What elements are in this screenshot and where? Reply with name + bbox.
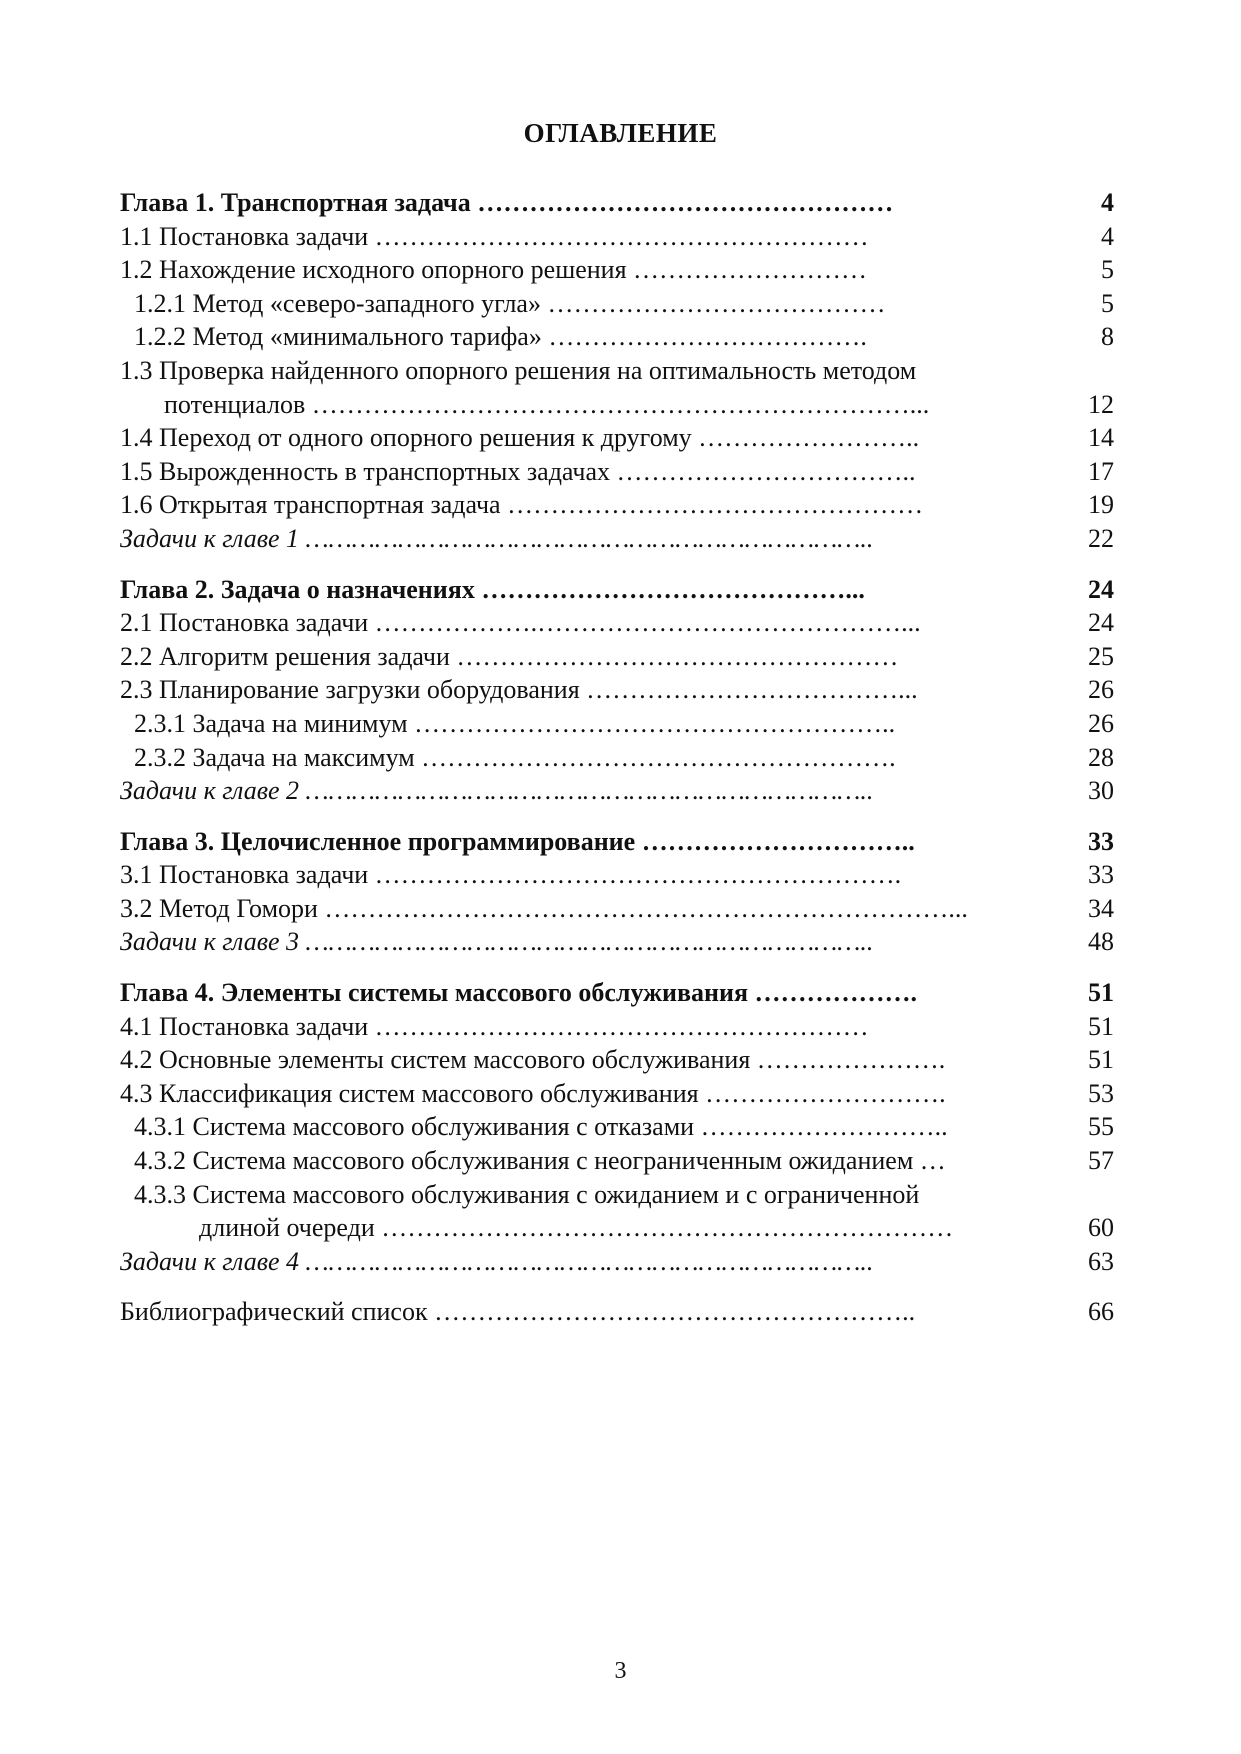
toc-entry-1-1[interactable] xyxy=(0,220,1241,254)
toc-entry-1-2-1[interactable] xyxy=(0,287,1241,321)
toc-entry-4-3-1[interactable] xyxy=(0,1110,1241,1144)
toc-page-number: 5 xyxy=(1101,288,1114,318)
toc-page-number: 17 xyxy=(1088,456,1114,486)
toc-entry-title: Глава 3. Целочисленное программирование ………………………….. xyxy=(120,826,915,856)
toc-entry-tasks-ch2[interactable] xyxy=(0,774,1241,808)
toc-page-number: 24 xyxy=(1088,608,1114,638)
toc-entry-tasks-ch1[interactable] xyxy=(0,522,1241,556)
toc-page-number: 28 xyxy=(1088,742,1114,772)
chapter-gap xyxy=(0,556,1241,573)
toc-entry-3-1[interactable] xyxy=(0,858,1241,892)
toc-entry-title: 1.5 Вырожденность в транспортных задачах …………………………….. xyxy=(120,456,916,486)
toc-page-number: 8 xyxy=(1101,322,1114,352)
toc-entry-title: 1.2 Нахождение исходного опорного решения ……………………… xyxy=(120,255,868,285)
toc-page-number: 12 xyxy=(1088,389,1114,419)
toc-page-number: 53 xyxy=(1088,1078,1114,1108)
chapter-gap xyxy=(0,808,1241,825)
toc-entry-title: Задачи к главе 3 ……………………………………………………………….. xyxy=(120,927,874,957)
toc-entry-title: 2.2 Алгоритм решения задачи …………………………………………… xyxy=(120,641,899,671)
toc-page-number: 24 xyxy=(1088,574,1114,604)
toc-entry-title: 1.4 Переход от одного опорного решения к другому …………………….. xyxy=(120,423,920,453)
toc-entry-1-2-2[interactable] xyxy=(0,320,1241,354)
chapter-gap xyxy=(0,959,1241,976)
toc-entry-title: потенциалов ……………………………………………………………... xyxy=(164,389,930,419)
table-of-contents xyxy=(0,186,1241,1329)
toc-page-number: 51 xyxy=(1088,1045,1114,1075)
toc-page-number: 51 xyxy=(1088,978,1114,1008)
toc-page-number: 4 xyxy=(1101,221,1114,251)
toc-entry-4-1[interactable] xyxy=(0,1010,1241,1044)
toc-entry-1-3-continued[interactable] xyxy=(0,388,1241,422)
toc-entry-2-3[interactable] xyxy=(0,673,1241,707)
toc-page-number: 26 xyxy=(1088,675,1114,705)
toc-entry-4-2[interactable] xyxy=(0,1043,1241,1077)
toc-entry-title: Задачи к главе 4 ……………………………………………………………….. xyxy=(120,1246,874,1276)
toc-entry-tasks-ch3[interactable] xyxy=(0,925,1241,959)
toc-page-number: 14 xyxy=(1088,423,1114,453)
toc-entry-title: Глава 2. Задача о назначениях ……………………………………... xyxy=(120,574,865,604)
toc-entry-title: 4.3.3 Система массового обслуживания с ожиданием и с ограниченной xyxy=(134,1179,920,1209)
toc-entry-1-6[interactable] xyxy=(0,488,1241,522)
toc-entry-2-1[interactable] xyxy=(0,606,1241,640)
toc-entry-title: Задачи к главе 2 ……………………………………………………………….. xyxy=(120,776,874,806)
toc-entry-tasks-ch4[interactable] xyxy=(0,1245,1241,1279)
toc-page-number: 34 xyxy=(1088,893,1114,923)
toc-entry-title: 4.1 Постановка задачи ………………………………………………… xyxy=(120,1011,869,1041)
toc-entry-title: 2.3.2 Задача на максимум ………………………………………………. xyxy=(134,742,896,772)
chapter-gap xyxy=(0,1278,1241,1295)
toc-chapter-1-entry[interactable] xyxy=(0,186,1241,220)
toc-entry-title: 2.1 Постановка задачи ……………….……………………………………... xyxy=(120,608,921,638)
toc-entry-title: 1.6 Открытая транспортная задача ………………………………………… xyxy=(120,490,924,520)
toc-page-number: 57 xyxy=(1088,1146,1114,1176)
toc-entry-title: 4.3 Классификация систем массового обслуживания ………………………. xyxy=(120,1078,946,1108)
toc-entry-title: 3.2 Метод Гомори ………………………………………………………………... xyxy=(120,893,968,923)
toc-entry-title: Глава 1. Транспортная задача ………………………………………… xyxy=(120,188,894,217)
toc-chapter-4-entry[interactable] xyxy=(0,976,1241,1010)
toc-page-number: 25 xyxy=(1088,641,1114,671)
toc-entry-title: 4.3.2 Система массового обслуживания с неограниченным ожиданием … xyxy=(134,1146,946,1176)
toc-page-number: 55 xyxy=(1088,1112,1114,1142)
toc-page-number: 19 xyxy=(1088,490,1114,520)
toc-entry-title: Глава 4. Элементы системы массового обслуживания ………………. xyxy=(120,978,918,1008)
toc-page-number: 30 xyxy=(1088,776,1114,806)
toc-entry-title: Задачи к главе 1 ……………………………………………………………….. xyxy=(120,523,874,553)
toc-entry-1-4[interactable] xyxy=(0,421,1241,455)
toc-entry-title: 3.1 Постановка задачи ……………………………………………………. xyxy=(120,860,902,890)
toc-entry-title: 2.3.1 Задача на минимум ……………………………………………….. xyxy=(134,708,896,738)
toc-page-number: 51 xyxy=(1088,1011,1114,1041)
toc-page-number: 33 xyxy=(1088,826,1114,856)
toc-page-number: 63 xyxy=(1088,1246,1114,1276)
toc-entry-title: 1.3 Проверка найденного опорного решения на оптимальность методом xyxy=(120,355,917,385)
toc-entry-title: 1.2.2 Метод «минимального тарифа» ………………………………. xyxy=(134,322,867,352)
toc-entry-4-3[interactable] xyxy=(0,1077,1241,1111)
toc-entry-2-3-2[interactable] xyxy=(0,741,1241,775)
toc-entry-title: длиной очереди ………………………………………………………… xyxy=(199,1213,954,1243)
toc-page-number: 22 xyxy=(1088,523,1114,553)
toc-entry-title: 4.3.1 Система массового обслуживания с отказами ……………………….. xyxy=(134,1112,948,1142)
toc-heading: ОГЛАВЛЕНИЕ xyxy=(523,118,718,148)
toc-entry-title: 4.2 Основные элементы систем массового обслуживания …………………. xyxy=(120,1045,946,1075)
toc-entry-1-3[interactable] xyxy=(0,354,1241,388)
toc-entry-3-2[interactable] xyxy=(0,892,1241,926)
toc-page-number: 5 xyxy=(1101,255,1114,285)
toc-page-number: 4 xyxy=(1101,188,1114,217)
toc-entry-2-2[interactable] xyxy=(0,640,1241,674)
toc-entry-4-3-2[interactable] xyxy=(0,1144,1241,1178)
toc-entry-title: 1.2.1 Метод «северо-западного угла» ………………………………… xyxy=(134,288,886,318)
toc-entry-4-3-3[interactable] xyxy=(0,1178,1241,1212)
toc-page-number: 60 xyxy=(1088,1213,1114,1243)
toc-chapter-3-entry[interactable] xyxy=(0,825,1241,859)
toc-entry-title: 2.3 Планирование загрузки оборудования ………………………………... xyxy=(120,675,918,705)
toc-entry-bibliography[interactable] xyxy=(0,1295,1241,1329)
toc-entry-title: Библиографический список ……………………………………………….. xyxy=(120,1297,916,1327)
toc-page-number: 66 xyxy=(1088,1297,1114,1327)
toc-entry-4-3-3-continued[interactable] xyxy=(0,1211,1241,1245)
toc-page-number: 33 xyxy=(1088,860,1114,890)
toc-entry-2-3-1[interactable] xyxy=(0,707,1241,741)
toc-entry-1-2[interactable] xyxy=(0,253,1241,287)
toc-entry-title: 1.1 Постановка задачи ………………………………………………… xyxy=(120,221,869,251)
toc-entry-1-5[interactable] xyxy=(0,455,1241,489)
toc-chapter-2-entry[interactable] xyxy=(0,573,1241,607)
page-number: 3 xyxy=(614,1658,627,1684)
toc-page-number: 48 xyxy=(1088,927,1114,957)
toc-page-number: 26 xyxy=(1088,708,1114,738)
